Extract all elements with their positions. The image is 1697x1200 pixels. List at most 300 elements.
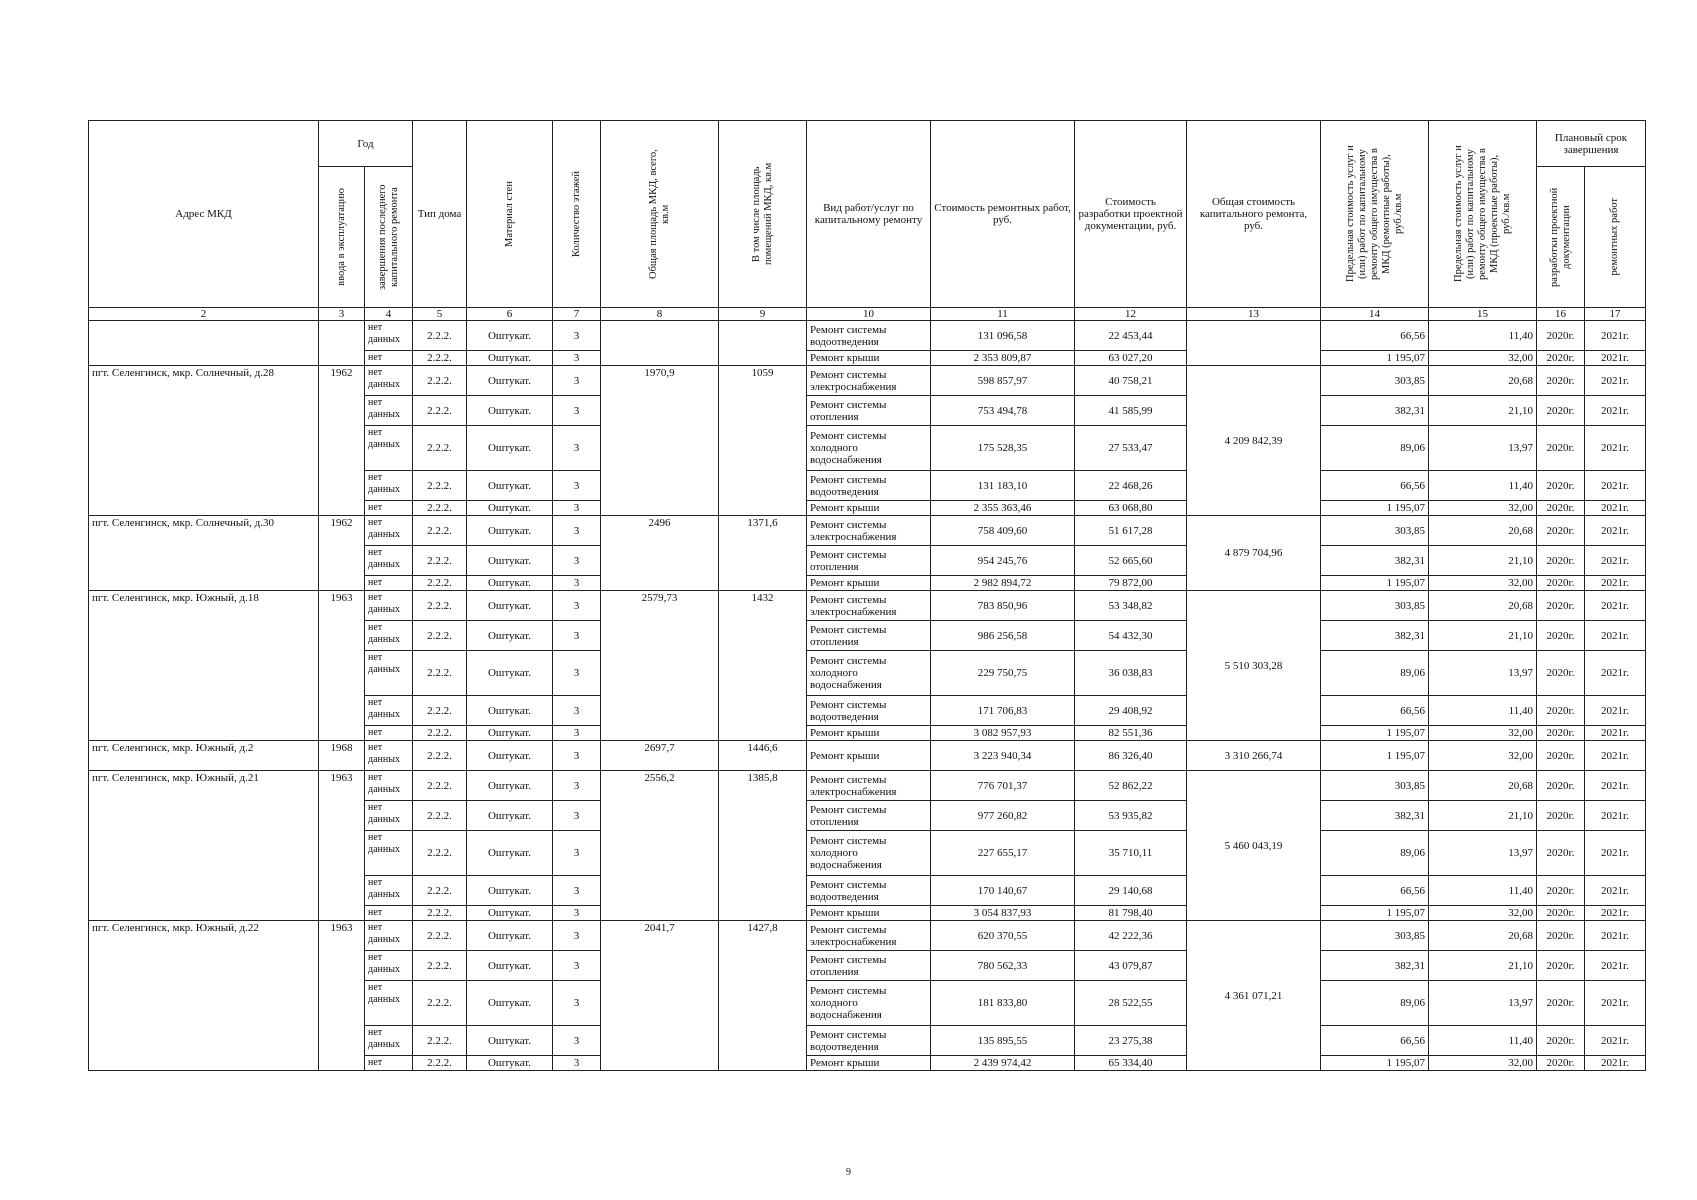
wall-material-cell: Оштукат. [467,831,553,876]
planned-repair-cell: 2021г. [1585,516,1646,546]
wall-material-cell: Оштукат. [467,471,553,501]
work-type-cell: Ремонт крыши [807,501,931,516]
repair-cost-cell: 175 528,35 [931,426,1075,471]
work-type-cell: Ремонт системы холодного водоснабжения [807,981,931,1026]
year-commissioning-cell: 1968 [319,741,365,771]
repair-cost-cell: 131 183,10 [931,471,1075,501]
header-year-last-repair: завершения последнего капитального ремонта [365,167,413,308]
house-type-cell: 2.2.2. [413,501,467,516]
repair-cost-cell: 2 355 363,46 [931,501,1075,516]
limit-design-cell: 20,68 [1429,516,1537,546]
repair-cost-cell: 776 701,37 [931,771,1075,801]
floors-cell: 3 [553,906,601,921]
design-cost-cell: 36 038,83 [1075,651,1187,696]
work-type-cell: Ремонт системы отопления [807,951,931,981]
premises-area-cell: 1385,8 [719,771,807,921]
planned-design-cell: 2020г. [1537,651,1585,696]
column-number: 3 [319,308,365,321]
house-type-cell: 2.2.2. [413,516,467,546]
planned-repair-cell: 2021г. [1585,591,1646,621]
address-cell [89,321,319,366]
planned-design-cell: 2020г. [1537,366,1585,396]
column-number-row [89,308,1646,321]
floors-cell: 3 [553,576,601,591]
header-design-cost: Стоимость разработки проектной документации, руб. [1075,121,1187,308]
limit-design-cell: 32,00 [1429,906,1537,921]
limit-design-cell: 20,68 [1429,921,1537,951]
floors-cell: 3 [553,741,601,771]
year-last-repair-cell: нет [365,726,413,741]
house-type-cell: 2.2.2. [413,771,467,801]
planned-repair-cell: 2021г. [1585,831,1646,876]
column-number: 12 [1075,308,1187,321]
house-type-cell: 2.2.2. [413,366,467,396]
repair-cost-cell: 598 857,97 [931,366,1075,396]
planned-design-cell: 2020г. [1537,801,1585,831]
column-number: 2 [89,308,319,321]
limit-design-cell: 13,97 [1429,651,1537,696]
design-cost-cell: 54 432,30 [1075,621,1187,651]
header-floors: Количество этажей [553,121,601,308]
repair-cost-cell: 986 256,58 [931,621,1075,651]
year-commissioning-cell: 1963 [319,771,365,921]
year-last-repair-cell: нет данных [365,651,413,696]
repair-cost-cell: 229 750,75 [931,651,1075,696]
year-last-repair-cell: нет [365,501,413,516]
page-number: 9 [846,1167,851,1178]
header-limit-repair: Предельная стоимость услуг и (или) работ по капитальному ремонту общего имущества в МКД (ремонтные работы), руб./кв.м [1321,121,1429,308]
design-cost-cell: 82 551,36 [1075,726,1187,741]
house-type-cell: 2.2.2. [413,831,467,876]
wall-material-cell: Оштукат. [467,696,553,726]
planned-design-cell: 2020г. [1537,906,1585,921]
work-type-cell: Ремонт системы холодного водоснабжения [807,831,931,876]
planned-repair-cell: 2021г. [1585,741,1646,771]
limit-design-cell: 32,00 [1429,741,1537,771]
floors-cell: 3 [553,1026,601,1056]
design-cost-cell: 51 617,28 [1075,516,1187,546]
repair-cost-cell: 131 096,58 [931,321,1075,351]
planned-design-cell: 2020г. [1537,741,1585,771]
floors-cell: 3 [553,546,601,576]
column-number: 7 [553,308,601,321]
year-last-repair-cell: нет данных [365,396,413,426]
design-cost-cell: 22 468,26 [1075,471,1187,501]
header-wall-material: Материал стен [467,121,553,308]
limit-repair-cell: 1 195,07 [1321,726,1429,741]
limit-design-cell: 32,00 [1429,576,1537,591]
work-type-cell: Ремонт системы электроснабжения [807,591,931,621]
year-last-repair-cell: нет данных [365,426,413,471]
header-year-commissioning: ввода в эксплуатацию [319,167,365,308]
house-type-cell: 2.2.2. [413,696,467,726]
repair-cost-cell: 227 655,17 [931,831,1075,876]
address-cell: пгт. Селенгинск, мкр. Южный, д.18 [89,591,319,741]
document-sheet [88,120,1643,1071]
table-row [89,366,1646,396]
house-type-cell: 2.2.2. [413,396,467,426]
planned-design-cell: 2020г. [1537,546,1585,576]
house-type-cell: 2.2.2. [413,801,467,831]
planned-design-cell: 2020г. [1537,951,1585,981]
house-type-cell: 2.2.2. [413,426,467,471]
wall-material-cell: Оштукат. [467,621,553,651]
work-type-cell: Ремонт системы водоотведения [807,876,931,906]
work-type-cell: Ремонт системы электроснабжения [807,771,931,801]
floors-cell: 3 [553,876,601,906]
limit-repair-cell: 1 195,07 [1321,1056,1429,1071]
planned-design-cell: 2020г. [1537,591,1585,621]
wall-material-cell: Оштукат. [467,726,553,741]
column-number: 13 [1187,308,1321,321]
limit-repair-cell: 303,85 [1321,591,1429,621]
planned-repair-cell: 2021г. [1585,351,1646,366]
wall-material-cell: Оштукат. [467,546,553,576]
limit-design-cell: 32,00 [1429,501,1537,516]
work-type-cell: Ремонт крыши [807,726,931,741]
year-last-repair-cell: нет [365,906,413,921]
house-type-cell: 2.2.2. [413,921,467,951]
column-number: 17 [1585,308,1646,321]
total-cost-cell: 4 209 842,39 [1187,366,1321,516]
premises-area-cell: 1446,6 [719,741,807,771]
column-number: 11 [931,308,1075,321]
planned-design-cell: 2020г. [1537,981,1585,1026]
limit-design-cell: 32,00 [1429,351,1537,366]
repair-cost-cell: 977 260,82 [931,801,1075,831]
limit-repair-cell: 382,31 [1321,546,1429,576]
floors-cell: 3 [553,366,601,396]
planned-repair-cell: 2021г. [1585,726,1646,741]
total-cost-cell: 3 310 266,74 [1187,741,1321,771]
planned-repair-cell: 2021г. [1585,546,1646,576]
total-area-cell: 2556,2 [601,771,719,921]
year-last-repair-cell: нет данных [365,696,413,726]
wall-material-cell: Оштукат. [467,951,553,981]
floors-cell: 3 [553,501,601,516]
limit-design-cell: 13,97 [1429,426,1537,471]
header-planned-repair: ремонтных работ [1585,167,1646,308]
wall-material-cell: Оштукат. [467,771,553,801]
year-last-repair-cell: нет данных [365,921,413,951]
design-cost-cell: 65 334,40 [1075,1056,1187,1071]
limit-design-cell: 32,00 [1429,1056,1537,1071]
wall-material-cell: Оштукат. [467,591,553,621]
house-type-cell: 2.2.2. [413,1056,467,1071]
limit-design-cell: 21,10 [1429,801,1537,831]
limit-repair-cell: 66,56 [1321,696,1429,726]
limit-repair-cell: 89,06 [1321,831,1429,876]
work-type-cell: Ремонт системы водоотведения [807,696,931,726]
repair-cost-cell: 2 439 974,42 [931,1056,1075,1071]
floors-cell: 3 [553,351,601,366]
year-commissioning-cell: 1963 [319,591,365,741]
column-number: 8 [601,308,719,321]
wall-material-cell: Оштукат. [467,576,553,591]
design-cost-cell: 22 453,44 [1075,321,1187,351]
limit-design-cell: 20,68 [1429,366,1537,396]
limit-repair-cell: 382,31 [1321,621,1429,651]
floors-cell: 3 [553,591,601,621]
floors-cell: 3 [553,426,601,471]
floors-cell: 3 [553,471,601,501]
limit-repair-cell: 89,06 [1321,981,1429,1026]
planned-repair-cell: 2021г. [1585,576,1646,591]
limit-design-cell: 11,40 [1429,471,1537,501]
planned-repair-cell: 2021г. [1585,321,1646,351]
year-commissioning-cell: 1962 [319,366,365,516]
planned-design-cell: 2020г. [1537,771,1585,801]
repair-cost-cell: 2 982 894,72 [931,576,1075,591]
limit-design-cell: 11,40 [1429,696,1537,726]
limit-design-cell: 21,10 [1429,396,1537,426]
house-type-cell: 2.2.2. [413,651,467,696]
house-type-cell: 2.2.2. [413,591,467,621]
planned-repair-cell: 2021г. [1585,801,1646,831]
address-cell: пгт. Селенгинск, мкр. Южный, д.2 [89,741,319,771]
limit-design-cell: 21,10 [1429,621,1537,651]
planned-repair-cell: 2021г. [1585,651,1646,696]
planned-design-cell: 2020г. [1537,576,1585,591]
column-number: 5 [413,308,467,321]
planned-repair-cell: 2021г. [1585,771,1646,801]
year-last-repair-cell: нет данных [365,321,413,351]
limit-repair-cell: 303,85 [1321,921,1429,951]
wall-material-cell: Оштукат. [467,516,553,546]
wall-material-cell: Оштукат. [467,801,553,831]
planned-design-cell: 2020г. [1537,321,1585,351]
column-number: 6 [467,308,553,321]
work-type-cell: Ремонт крыши [807,576,931,591]
work-type-cell: Ремонт крыши [807,1056,931,1071]
year-last-repair-cell: нет данных [365,1026,413,1056]
wall-material-cell: Оштукат. [467,906,553,921]
planned-design-cell: 2020г. [1537,396,1585,426]
planned-repair-cell: 2021г. [1585,906,1646,921]
floors-cell: 3 [553,321,601,351]
house-type-cell: 2.2.2. [413,1026,467,1056]
wall-material-cell: Оштукат. [467,366,553,396]
work-type-cell: Ремонт системы электроснабжения [807,516,931,546]
total-area-cell: 2496 [601,516,719,591]
floors-cell: 3 [553,726,601,741]
floors-cell: 3 [553,801,601,831]
repair-cost-cell: 181 833,80 [931,981,1075,1026]
wall-material-cell: Оштукат. [467,876,553,906]
planned-repair-cell: 2021г. [1585,366,1646,396]
wall-material-cell: Оштукат. [467,1056,553,1071]
year-last-repair-cell: нет данных [365,981,413,1026]
planned-design-cell: 2020г. [1537,501,1585,516]
total-area-cell: 2041,7 [601,921,719,1071]
planned-design-cell: 2020г. [1537,921,1585,951]
design-cost-cell: 63 068,80 [1075,501,1187,516]
wall-material-cell: Оштукат. [467,426,553,471]
design-cost-cell: 29 408,92 [1075,696,1187,726]
planned-repair-cell: 2021г. [1585,696,1646,726]
design-cost-cell: 43 079,87 [1075,951,1187,981]
floors-cell: 3 [553,951,601,981]
repair-cost-cell: 3 054 837,93 [931,906,1075,921]
work-type-cell: Ремонт системы водоотведения [807,1026,931,1056]
year-commissioning-cell [319,321,365,366]
address-cell: пгт. Селенгинск, мкр. Солнечный, д.30 [89,516,319,591]
design-cost-cell: 81 798,40 [1075,906,1187,921]
house-type-cell: 2.2.2. [413,951,467,981]
premises-area-cell [719,321,807,366]
column-number: 10 [807,308,931,321]
planned-design-cell: 2020г. [1537,516,1585,546]
limit-design-cell: 13,97 [1429,981,1537,1026]
wall-material-cell: Оштукат. [467,321,553,351]
work-type-cell: Ремонт системы электроснабжения [807,366,931,396]
year-last-repair-cell: нет [365,1056,413,1071]
header-address: Адрес МКД [89,121,319,308]
floors-cell: 3 [553,981,601,1026]
repair-cost-cell: 171 706,83 [931,696,1075,726]
total-cost-cell: 4 879 704,96 [1187,516,1321,591]
house-type-cell: 2.2.2. [413,906,467,921]
header-limit-design: Предельная стоимость услуг и (или) работ по капитальному ремонту общего имущества в МКД (проектные работы), руб./кв.м [1429,121,1537,308]
house-type-cell: 2.2.2. [413,741,467,771]
planned-repair-cell: 2021г. [1585,921,1646,951]
header-work-type: Вид работ/услуг по капитальному ремонту [807,121,931,308]
work-type-cell: Ремонт крыши [807,351,931,366]
limit-repair-cell: 66,56 [1321,471,1429,501]
design-cost-cell: 41 585,99 [1075,396,1187,426]
house-type-cell: 2.2.2. [413,351,467,366]
table-header [89,121,1646,321]
year-last-repair-cell: нет [365,351,413,366]
house-type-cell: 2.2.2. [413,981,467,1026]
year-commissioning-cell: 1962 [319,516,365,591]
work-type-cell: Ремонт системы отопления [807,396,931,426]
year-last-repair-cell: нет данных [365,741,413,771]
planned-design-cell: 2020г. [1537,621,1585,651]
total-cost-cell: 5 510 303,28 [1187,591,1321,741]
capital-repair-table [88,120,1646,1071]
table-row [89,591,1646,621]
floors-cell: 3 [553,396,601,426]
table-row [89,771,1646,801]
floors-cell: 3 [553,516,601,546]
design-cost-cell: 53 935,82 [1075,801,1187,831]
header-premises-area: В том числе площадь помещений МКД, кв.м [719,121,807,308]
planned-repair-cell: 2021г. [1585,501,1646,516]
design-cost-cell: 42 222,36 [1075,921,1187,951]
repair-cost-cell: 2 353 809,87 [931,351,1075,366]
total-area-cell [601,321,719,366]
design-cost-cell: 27 533,47 [1075,426,1187,471]
limit-repair-cell: 1 195,07 [1321,501,1429,516]
column-number: 14 [1321,308,1429,321]
wall-material-cell: Оштукат. [467,651,553,696]
wall-material-cell: Оштукат. [467,351,553,366]
limit-repair-cell: 66,56 [1321,321,1429,351]
repair-cost-cell: 3 223 940,34 [931,741,1075,771]
repair-cost-cell: 954 245,76 [931,546,1075,576]
header-planned-design: разработки проектной документации [1537,167,1585,308]
table-body [89,321,1646,1071]
work-type-cell: Ремонт системы отопления [807,801,931,831]
design-cost-cell: 86 326,40 [1075,741,1187,771]
header-repair-cost: Стоимость ремонтных работ, руб. [931,121,1075,308]
limit-design-cell: 11,40 [1429,876,1537,906]
planned-repair-cell: 2021г. [1585,1056,1646,1071]
floors-cell: 3 [553,696,601,726]
house-type-cell: 2.2.2. [413,726,467,741]
planned-design-cell: 2020г. [1537,1056,1585,1071]
limit-design-cell: 11,40 [1429,1026,1537,1056]
planned-repair-cell: 2021г. [1585,1026,1646,1056]
year-last-repair-cell: нет данных [365,516,413,546]
limit-repair-cell: 1 195,07 [1321,351,1429,366]
limit-design-cell: 32,00 [1429,726,1537,741]
planned-design-cell: 2020г. [1537,726,1585,741]
header-total-area: Общая площадь МКД, всего, кв.м [601,121,719,308]
work-type-cell: Ремонт системы отопления [807,621,931,651]
planned-design-cell: 2020г. [1537,471,1585,501]
repair-cost-cell: 135 895,55 [931,1026,1075,1056]
column-number: 16 [1537,308,1585,321]
year-last-repair-cell: нет данных [365,771,413,801]
planned-repair-cell: 2021г. [1585,396,1646,426]
repair-cost-cell: 758 409,60 [931,516,1075,546]
planned-repair-cell: 2021г. [1585,621,1646,651]
design-cost-cell: 63 027,20 [1075,351,1187,366]
wall-material-cell: Оштукат. [467,981,553,1026]
repair-cost-cell: 783 850,96 [931,591,1075,621]
premises-area-cell: 1371,6 [719,516,807,591]
limit-repair-cell: 303,85 [1321,516,1429,546]
house-type-cell: 2.2.2. [413,546,467,576]
limit-repair-cell: 66,56 [1321,1026,1429,1056]
design-cost-cell: 35 710,11 [1075,831,1187,876]
limit-repair-cell: 382,31 [1321,951,1429,981]
planned-design-cell: 2020г. [1537,831,1585,876]
limit-repair-cell: 303,85 [1321,366,1429,396]
floors-cell: 3 [553,921,601,951]
year-last-repair-cell: нет данных [365,591,413,621]
address-cell: пгт. Селенгинск, мкр. Солнечный, д.28 [89,366,319,516]
planned-repair-cell: 2021г. [1585,426,1646,471]
premises-area-cell: 1059 [719,366,807,516]
header-planned-group: Плановый срок завершения [1537,121,1646,167]
repair-cost-cell: 3 082 957,93 [931,726,1075,741]
limit-repair-cell: 1 195,07 [1321,906,1429,921]
planned-repair-cell: 2021г. [1585,471,1646,501]
year-last-repair-cell: нет данных [365,471,413,501]
work-type-cell: Ремонт системы холодного водоснабжения [807,426,931,471]
work-type-cell: Ремонт системы электроснабжения [807,921,931,951]
limit-design-cell: 11,40 [1429,321,1537,351]
limit-design-cell: 21,10 [1429,546,1537,576]
house-type-cell: 2.2.2. [413,876,467,906]
year-last-repair-cell: нет данных [365,546,413,576]
planned-design-cell: 2020г. [1537,351,1585,366]
floors-cell: 3 [553,651,601,696]
planned-design-cell: 2020г. [1537,876,1585,906]
header-total-cost: Общая стоимость капитального ремонта, руб. [1187,121,1321,308]
wall-material-cell: Оштукат. [467,396,553,426]
total-area-cell: 2697,7 [601,741,719,771]
table-row [89,516,1646,546]
limit-design-cell: 21,10 [1429,951,1537,981]
floors-cell: 3 [553,831,601,876]
limit-repair-cell: 303,85 [1321,771,1429,801]
work-type-cell: Ремонт крыши [807,906,931,921]
house-type-cell: 2.2.2. [413,621,467,651]
